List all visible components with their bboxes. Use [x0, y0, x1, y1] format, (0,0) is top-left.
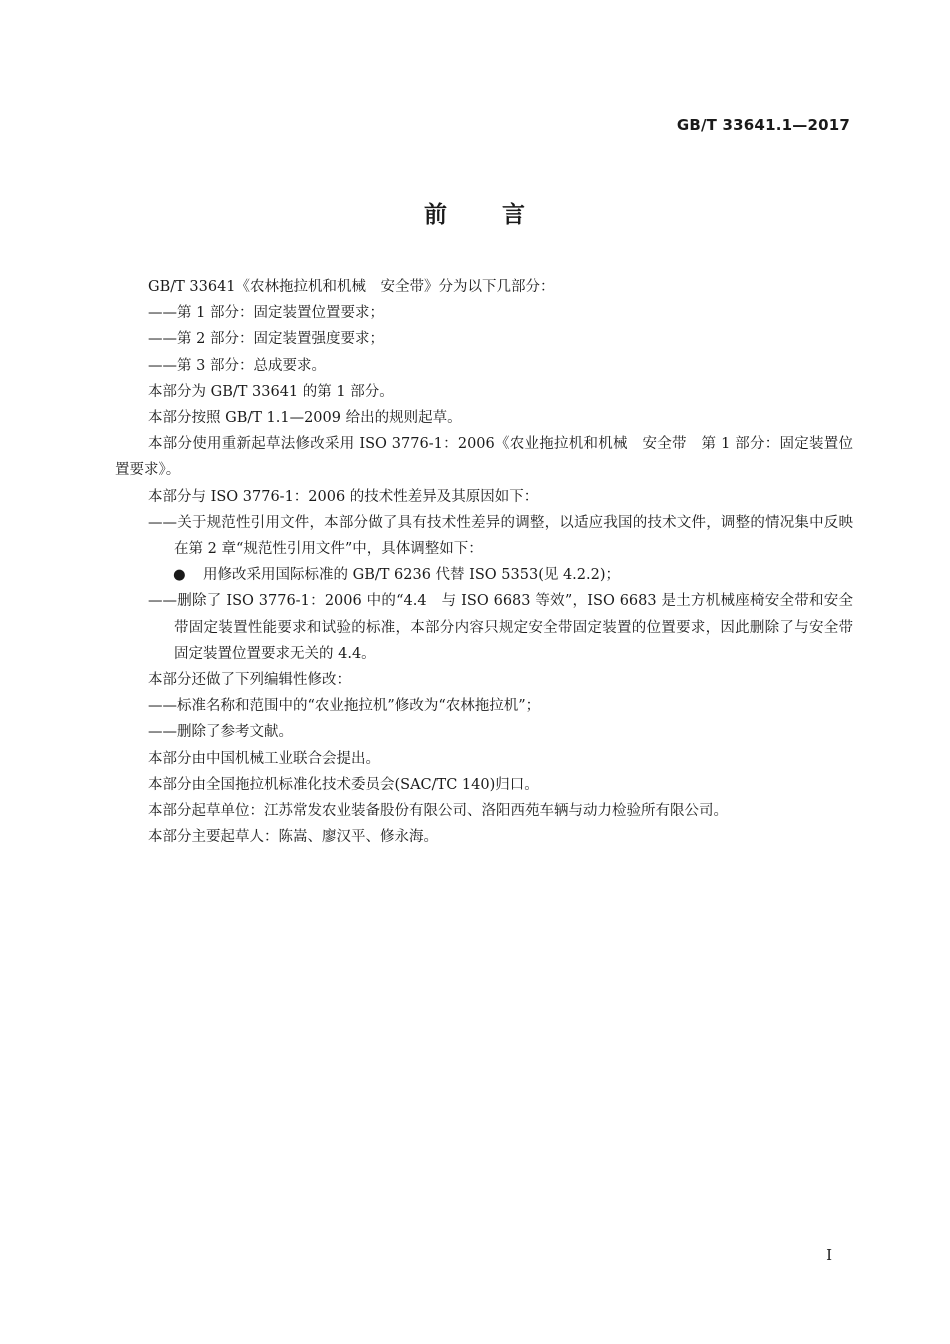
paragraph-adoption: 本部分使用重新起草法修改采用 ISO 3776-1：2006《农业拖拉机和机械 安全带 第 1 部分：固定装置位置要求》。: [115, 436, 853, 479]
list-item-part-2: ——第 2 部分：固定装置强度要求；: [148, 331, 384, 348]
list-item-deleted-4-4: ——删除了 ISO 3776-1：2006 中的“4.4 与 ISO 6683 等效”，ISO 6683 是土方机械座椅安全带和安全带固定装置性能要求和试验的标准，本部分内容只规定安全带固定装置的位置要求，因此删除了与安全带固定装置位置要求无关的 4.4。: [148, 593, 853, 662]
page-title: [0, 196, 950, 229]
paragraph-editorial-intro: 本部分还做了下列编辑性修改：: [148, 672, 351, 689]
title-char-2: 言: [502, 202, 526, 228]
paragraph-drafting-rules: 本部分按照 GB/T 1.1—2009 给出的规则起草。: [148, 410, 462, 427]
title-char-1: 前: [424, 202, 448, 228]
bullet-item-gbt6236: [115, 562, 853, 588]
paragraph-under-jurisdiction: 本部分由全国拖拉机标准化技术委员会(SAC/TC 140)归口。: [148, 776, 539, 793]
list-item-deleted-bibliography: ——删除了参考文献。: [148, 724, 293, 741]
paragraph-drafters: 本部分主要起草人：陈嵩、廖汉平、修永海。: [148, 829, 438, 846]
paragraph-parts-intro: GB/T 33641《农林拖拉机和机械 安全带》分为以下几部分：: [148, 279, 555, 295]
paragraph-drafting-units: 本部分起草单位：江苏常发农业装备股份有限公司、洛阳西苑车辆与动力检验所有限公司。: [148, 803, 728, 820]
paragraph-this-part: 本部分为 GB/T 33641 的第 1 部分。: [148, 383, 394, 400]
foreword-body: [115, 274, 853, 850]
list-item-name-change: ——标准名称和范围中的“农业拖拉机”修改为“农林拖拉机”；: [148, 698, 541, 715]
bullet-item-text: 用修改采用国际标准的 GB/T 6236 代替 ISO 5353(见 4.2.2)；: [203, 567, 621, 584]
list-item-part-1: ——第 1 部分：固定装置位置要求；: [148, 305, 384, 322]
page-number: I: [826, 1246, 832, 1264]
list-item-normative-refs: ——关于规范性引用文件，本部分做了具有技术性差异的调整，以适应我国的技术文件，调整的情况集中反映在第 2 章“规范性引用文件”中，具体调整如下：: [148, 514, 853, 558]
list-item-part-3: ——第 3 部分：总成要求。: [148, 357, 326, 374]
paragraph-differences-intro: 本部分与 ISO 3776-1：2006 的技术性差异及其原因如下：: [148, 488, 539, 505]
standard-number: GB/T 33641.1—2017: [676, 116, 850, 134]
bullet-icon: ●: [173, 567, 186, 584]
paragraph-proposed-by: 本部分由中国机械工业联合会提出。: [148, 750, 380, 767]
